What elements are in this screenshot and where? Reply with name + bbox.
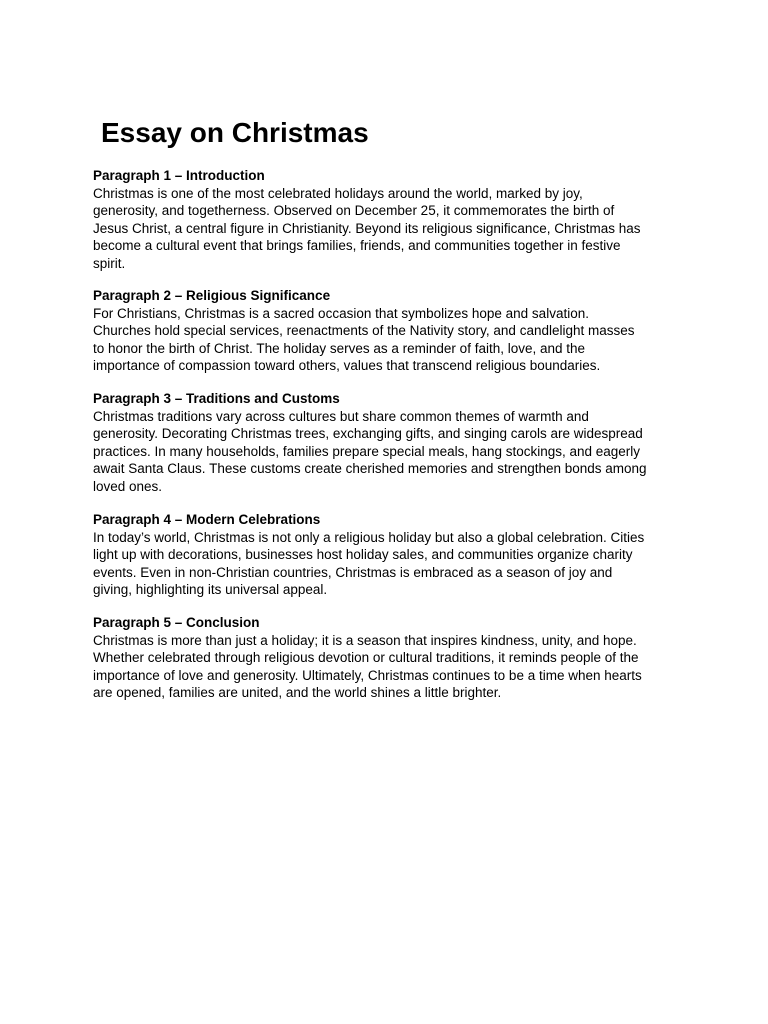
section-body — [93, 305, 683, 375]
section-heading: Paragraph 1 – Introduction — [93, 168, 265, 183]
body-line: importance of compassion toward others, values that transcend religious boundaries. — [93, 358, 601, 373]
section-heading: Paragraph 5 – Conclusion — [93, 615, 260, 630]
body-line: await Santa Claus. These customs create cherished memories and strengthen bonds among — [93, 461, 647, 476]
body-line: generosity, and togetherness. Observed on December 25, it commemorates the birth of — [93, 203, 615, 218]
body-line: events. Even in non-Christian countries, Christmas is embraced as a season of joy and — [93, 564, 613, 580]
body-line: loved ones. — [93, 478, 163, 494]
section-body — [93, 408, 683, 496]
body-line: Christmas traditions vary across cultures but share common themes of warmth and — [93, 408, 589, 424]
paragraph-traditions-and-customs — [93, 390, 683, 495]
body-line: are opened, families are united, and the world shines a little brighter. — [93, 685, 502, 700]
body-line: importance of love and generosity. Ultimately, Christmas continues to be a time when hearts — [93, 667, 642, 683]
body-line: to honor the birth of Christ. The holiday serves as a reminder of faith, love, and the — [93, 340, 586, 356]
body-line: practices. In many households, families prepare special meals, hang stockings, and eagerly — [93, 443, 641, 459]
body-line: Christmas is one of the most celebrated holidays around the world, marked by joy, — [93, 185, 583, 201]
body-line: light up with decorations, businesses host holiday sales, and communities organize charity — [93, 547, 633, 562]
section-body — [93, 185, 683, 273]
paragraph-modern-celebrations — [93, 511, 683, 599]
body-line: Christmas is more than just a holiday; it is a season that inspires kindness, unity, and hope. — [93, 632, 637, 648]
section-heading: Paragraph 4 – Modern Celebrations — [93, 512, 321, 527]
body-line: giving, highlighting its universal appeal. — [93, 582, 328, 597]
body-line: Whether celebrated through religious devotion or cultural traditions, it reminds people of the — [93, 650, 639, 665]
section-body — [93, 529, 683, 599]
paragraph-religious-significance — [93, 287, 683, 375]
body-line: become a cultural event that brings families, friends, and communities together in festive — [93, 238, 621, 253]
body-line: Jesus Christ, a central figure in Christianity. Beyond its religious significance, Christmas has — [93, 220, 641, 236]
paragraph-introduction — [93, 167, 683, 272]
body-line: In today’s world, Christmas is not only a religious holiday but also a global celebration. Cities — [93, 529, 645, 545]
body-line: For Christians, Christmas is a sacred occasion that symbolizes hope and salvation. — [93, 305, 589, 321]
body-line: spirit. — [93, 255, 126, 271]
body-line: generosity. Decorating Christmas trees, exchanging gifts, and singing carols are widespread — [93, 426, 643, 441]
essay-title: Essay on Christmas — [101, 117, 369, 148]
section-body — [93, 632, 683, 702]
section-heading: Paragraph 3 – Traditions and Customs — [93, 391, 340, 406]
body-line: Churches hold special services, reenactments of the Nativity story, and candlelight masses — [93, 323, 635, 338]
paragraph-conclusion — [93, 614, 683, 702]
section-heading: Paragraph 2 – Religious Significance — [93, 288, 331, 303]
